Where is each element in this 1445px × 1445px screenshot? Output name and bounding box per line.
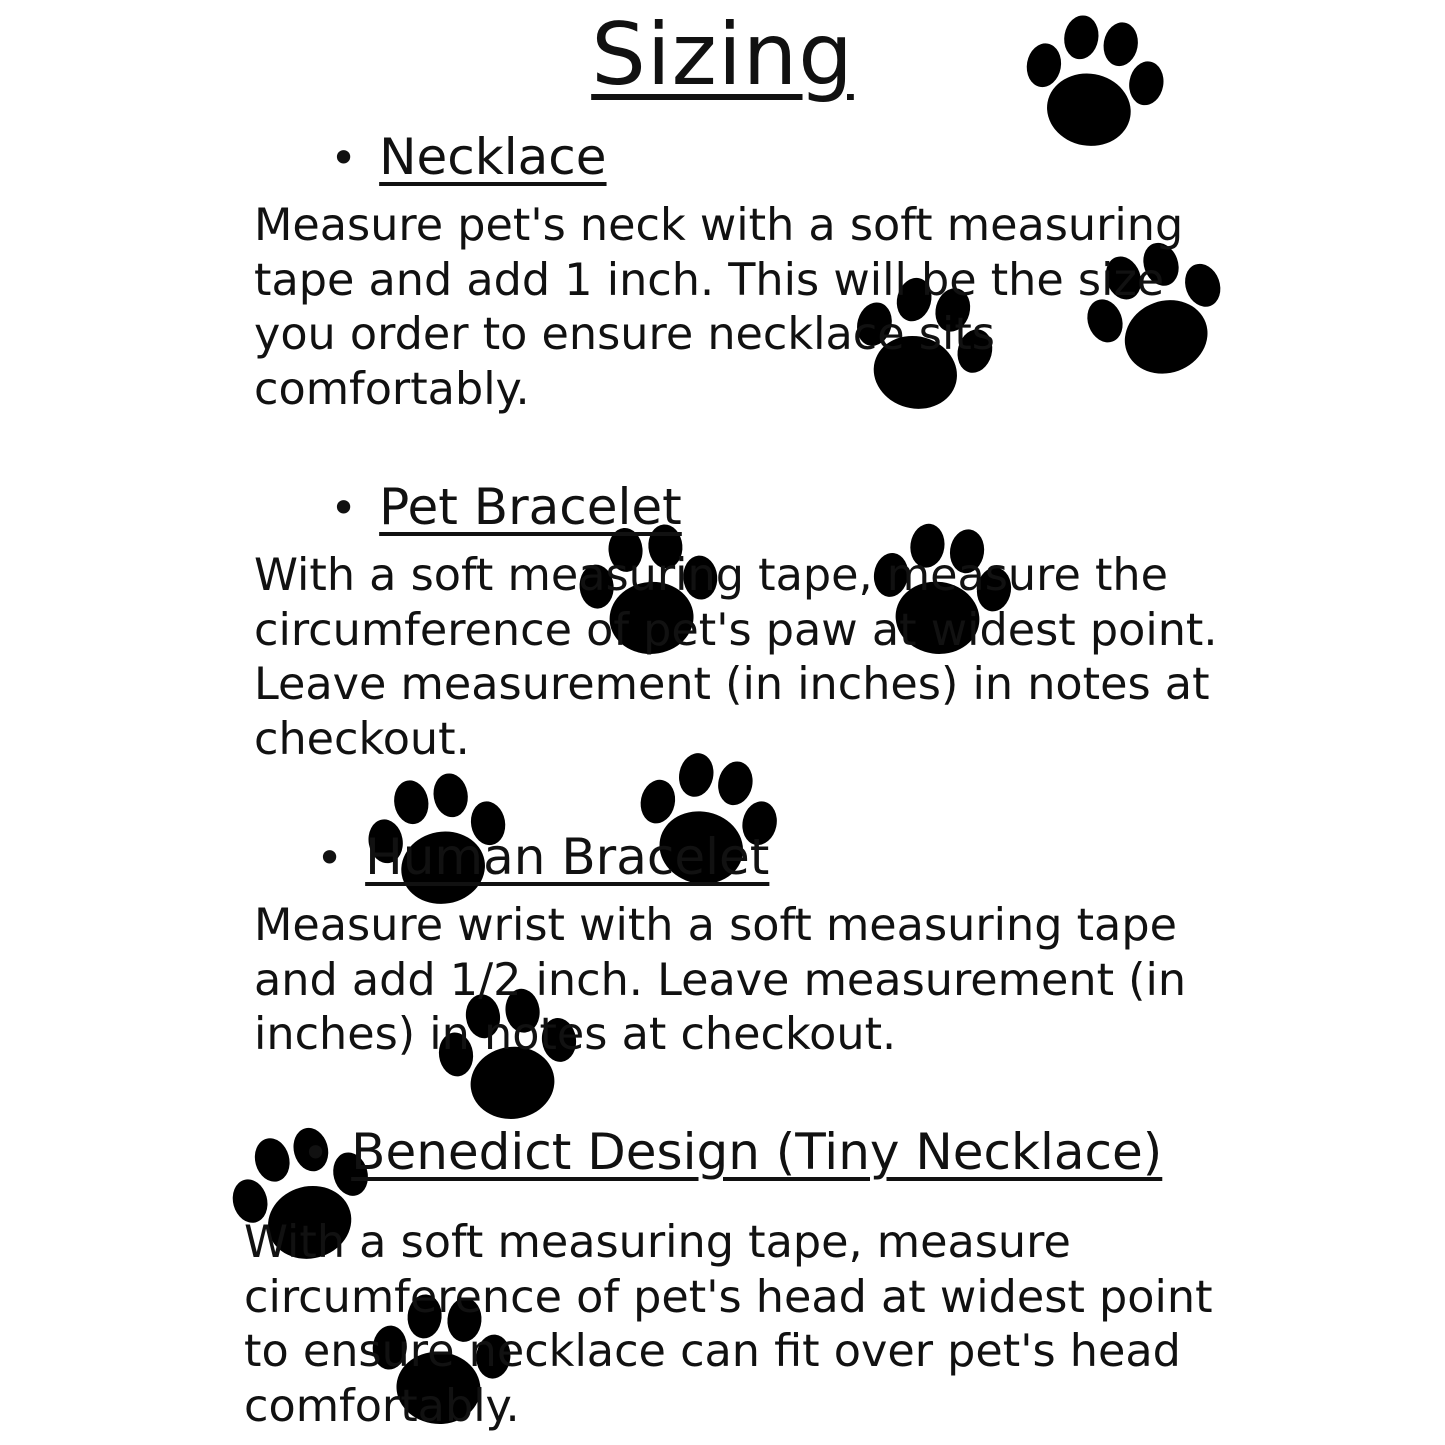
section-heading-label: Pet Bracelet: [379, 478, 682, 536]
body-line: to ensure necklace can fit over pet's head: [244, 1326, 1181, 1377]
body-line: circumference of pet's head at widest point: [244, 1271, 1213, 1323]
body-line: Leave measurement (in inches) in notes at: [254, 659, 1210, 710]
bullet-icon: •: [316, 831, 344, 885]
body-line: circumference of pet's paw at widest point.: [254, 604, 1218, 656]
section-body-benedict-design: [244, 1216, 1213, 1434]
bullet-icon: •: [330, 131, 358, 185]
body-line: checkout.: [254, 713, 470, 765]
section-heading-benedict-design: [302, 1122, 1162, 1183]
bullet-icon: •: [302, 1126, 330, 1180]
body-line: comfortably.: [254, 363, 530, 415]
section-heading-label: Human Bracelet: [365, 828, 770, 886]
section-body-human-bracelet: [254, 899, 1186, 1063]
body-line: and add 1/2 inch. Leave measurement (in: [254, 954, 1187, 1006]
section-body-pet-bracelet: [254, 549, 1218, 767]
body-line: tape and add 1 inch. This will be the size: [254, 254, 1165, 306]
section-heading-label: Necklace: [379, 128, 607, 186]
section-heading-human-bracelet: [316, 827, 769, 888]
section-body-necklace: [254, 199, 1183, 417]
body-line: With a soft measuring tape, measure the: [254, 550, 1169, 601]
body-line: you order to ensure necklace sits: [254, 309, 995, 360]
section-heading-label: Benedict Design (Tiny Necklace): [351, 1123, 1163, 1181]
body-line: inches) in notes at checkout.: [254, 1009, 897, 1060]
page-title: [0, 0, 1445, 110]
body-line: With a soft measuring tape, measure: [244, 1217, 1071, 1268]
body-line: comfortably.: [244, 1380, 520, 1432]
page-title-text: Sizing: [591, 5, 854, 105]
body-line: Measure pet's neck with a soft measuring: [254, 200, 1184, 251]
bullet-icon: •: [330, 481, 358, 535]
body-line: Measure wrist with a soft measuring tape: [254, 900, 1177, 951]
section-heading-pet-bracelet: [330, 477, 682, 538]
section-heading-necklace: [330, 127, 607, 188]
